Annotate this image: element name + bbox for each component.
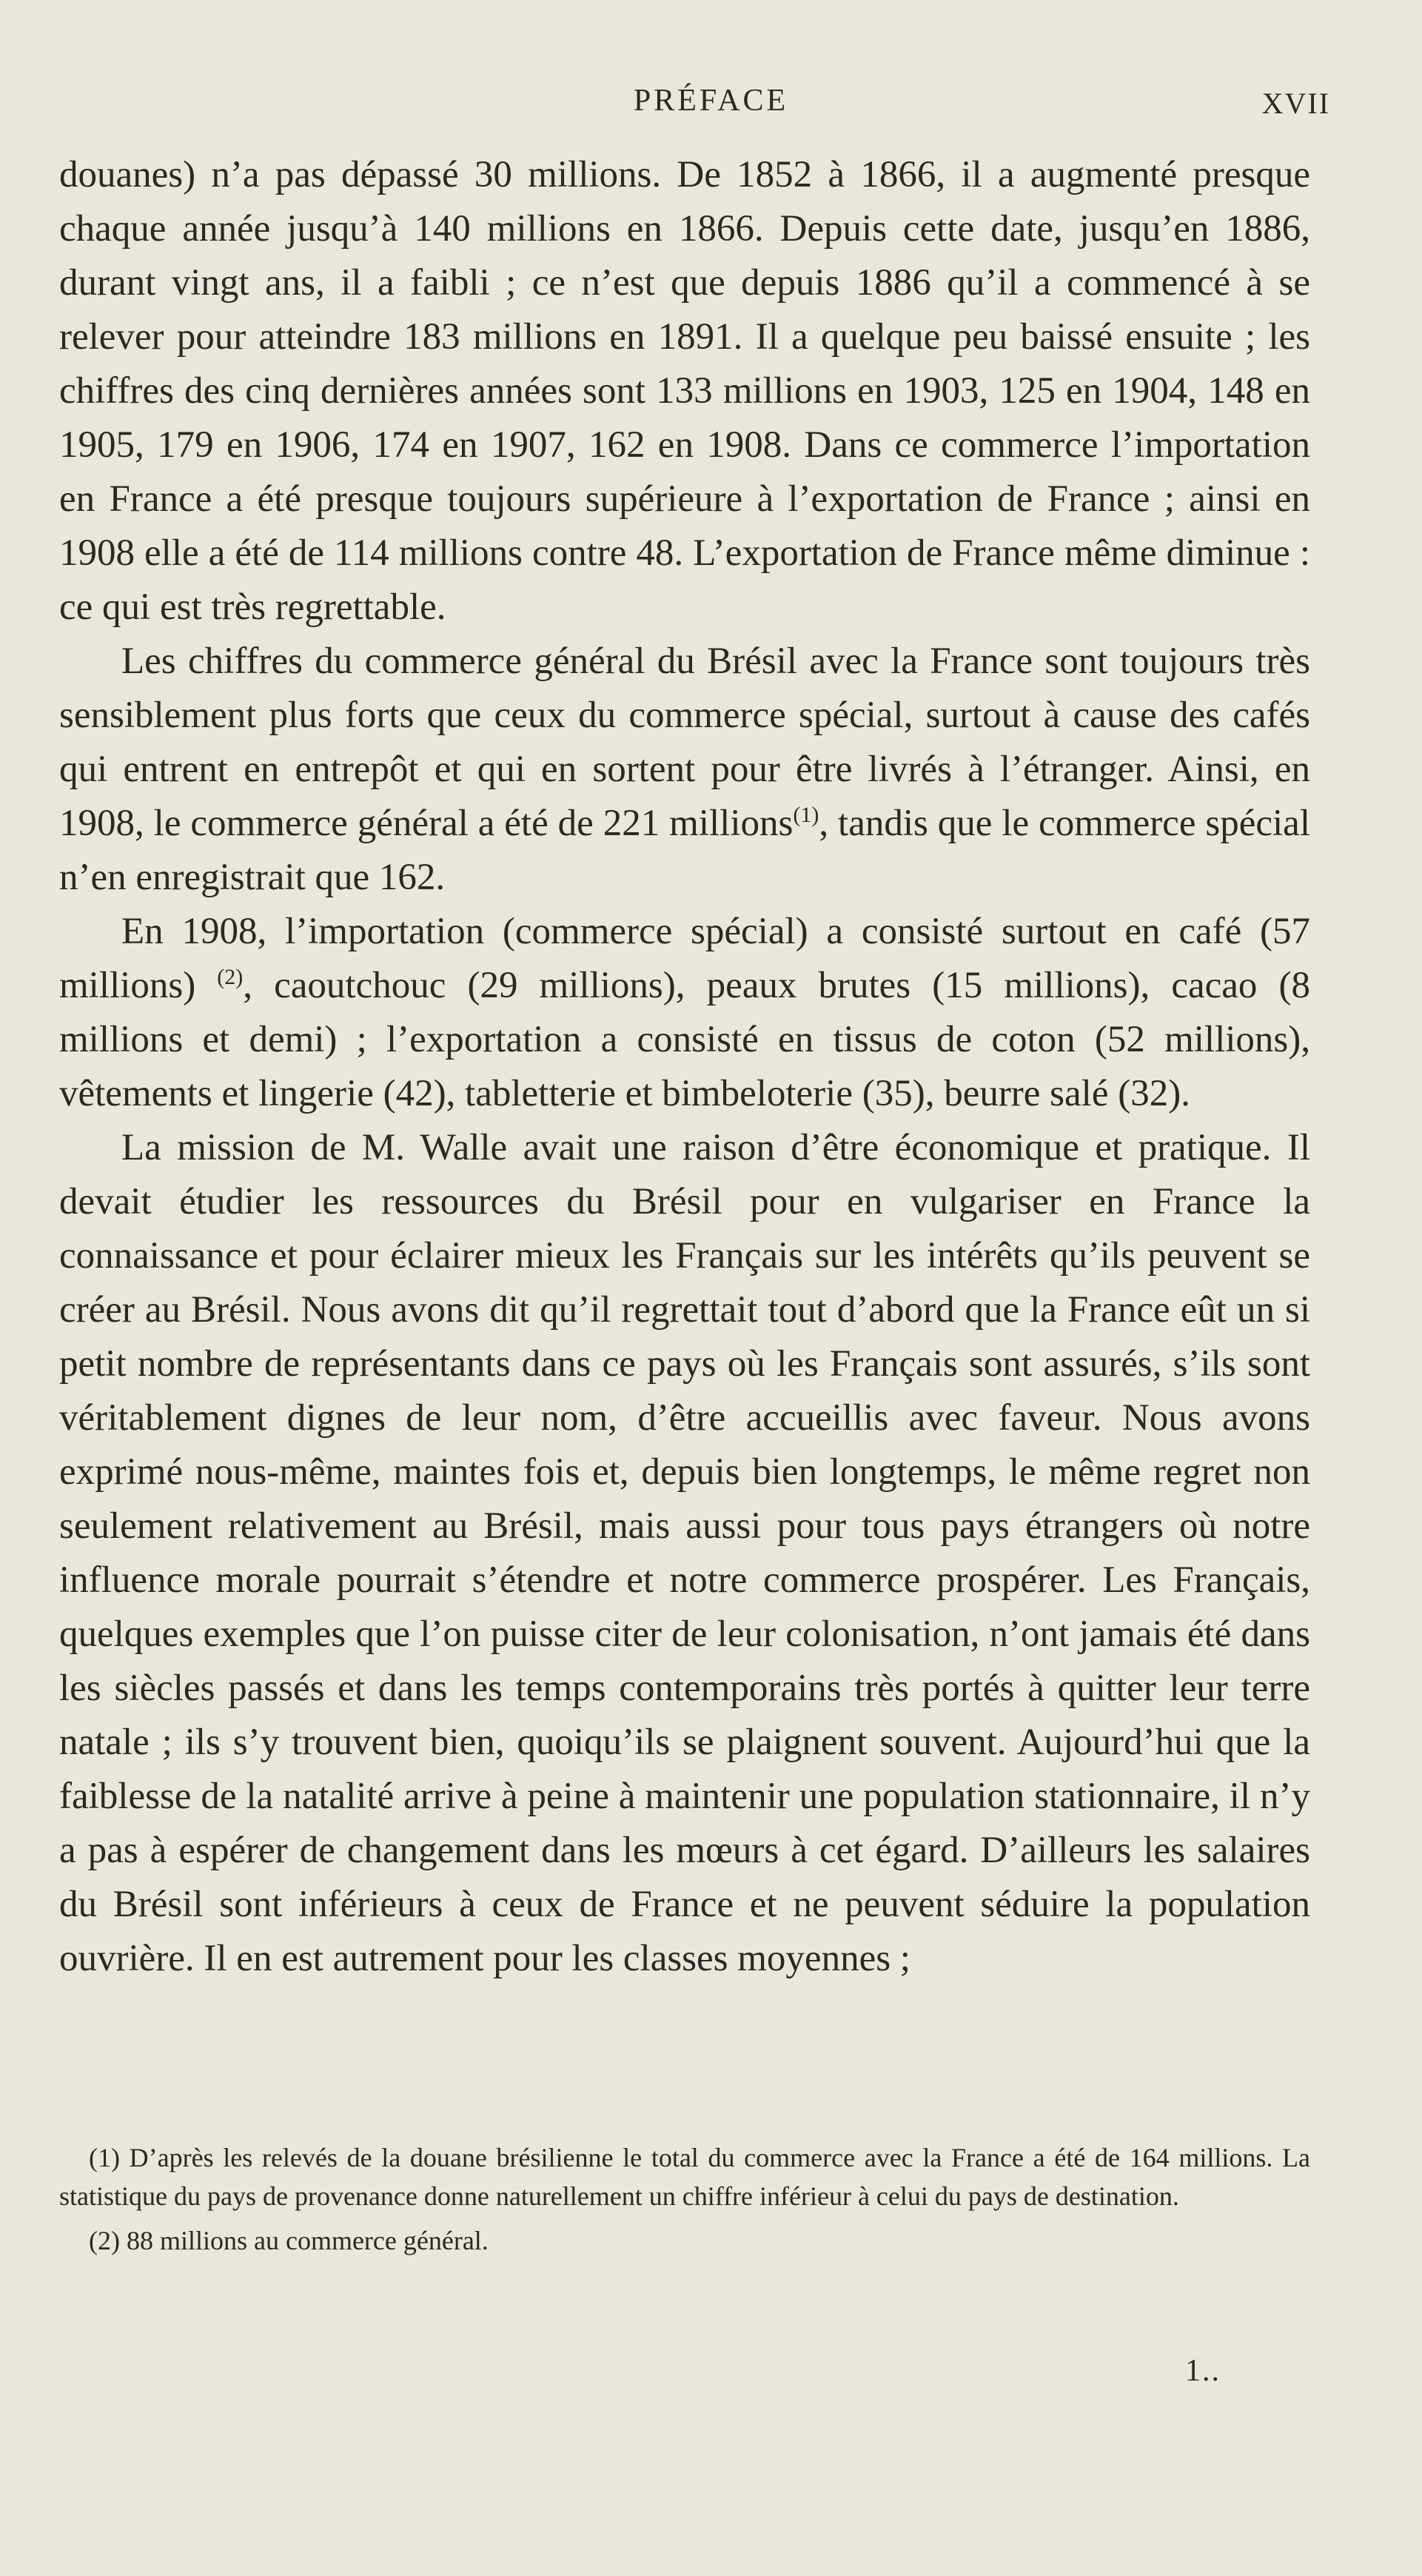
body-text xyxy=(59,148,1310,1986)
footnote-reference: (2) xyxy=(217,965,244,989)
footnote: (2) 88 millions au commerce général. xyxy=(89,2226,489,2255)
paragraph xyxy=(59,1121,1310,1986)
paragraph xyxy=(59,635,1310,905)
signature-mark: 1.. xyxy=(1185,2354,1221,2388)
running-head-title: PRÉFACE xyxy=(633,84,789,118)
paragraph xyxy=(59,905,1310,1121)
paragraph-text: douanes) n’a pas dépassé 30 millions. De 1852 à 1866, il a augmenté presque chaque année jusqu’à 140 millions en 1866. Depuis cette date, jusqu’en 1886, durant vingt ans, il a faibli ; ce n’est que depuis 1886 qu’il a commencé à se relever pour atteindre 183 millions en 1891. Il a quelque peu baissé ensuite ; les chiffres des cinq dernières années sont 133 millions en 1903, 125 en 1904, 148 en 1905, 179 en 1906, 174 en 1907, 162 en 1908. Dans ce commerce l’importation en France a été presque toujours supérieure à l’exportation de France ; ainsi en 1908 elle a été de 114 millions contre 48. L’exportation de France même diminue : ce qui est très regrettable. xyxy=(59,154,1310,628)
footnotes xyxy=(59,2138,1310,2266)
paragraph-text: En 1908, l’importation (commerce spécial) a consisté surtout en café (57 millions) xyxy=(59,911,1310,1006)
paragraph-text: , caoutchouc (29 millions), peaux brutes (15 millions), cacao (8 millions et demi) ; l’exportation a consisté en tissus de coton (52 millions), vêtements et lingerie (42), tabletterie et bimbeloterie (35), beurre salé (32). xyxy=(59,965,1310,1114)
footnote-reference: (1) xyxy=(793,803,819,827)
paragraph-text: Les chiffres du commerce général du Brésil avec la France sont toujours très sensiblement plus forts que ceux du commerce spécial, surtout à cause des cafés qui entrent en entrepôt et qui en sortent pour être livrés à l’étranger. Ainsi, en 1908, le commerce général a été de 221 millions xyxy=(59,640,1310,844)
page-number: XVII xyxy=(1261,87,1330,120)
footnote: (1) D’après les relevés de la douane brésilienne le total du commerce avec la France a été de 164 millions. La statistique du pays de provenance donne naturellement un chiffre inférieur à celui du pays de destination. xyxy=(59,2143,1310,2211)
paragraph xyxy=(59,148,1310,635)
running-head xyxy=(0,83,1422,127)
paragraph-text: , tandis que le commerce spécial n’en enregistrait que 162. xyxy=(59,803,1310,898)
paragraph-text: La mission de M. Walle avait une raison d’être économique et pratique. Il devait étudier les ressources du Brésil pour en vulgariser en France la connaissance et pour éclairer mieux les Français sur les intérêts qu’ils peuvent se créer au Brésil. Nous avons dit qu’il regrettait tout d’abord que la France eût un si petit nombre de représentants dans ce pays où les Français sont assurés, s’ils sont véritablement dignes de leur nom, d’être accueillis avec faveur. Nous avons exprimé nous-même, maintes fois et, depuis bien longtemps, le même regret non seulement relativement au Brésil, mais aussi pour tous pays étrangers où notre influence morale pourrait s’étendre et notre commerce prospérer. Les Français, quelques exemples que l’on puisse citer de leur colonisation, n’ont jamais été dans les siècles passés et dans les temps contemporains très portés à quitter leur terre natale ; ils s’y trouvent bien, quoiqu’ils se plaignent souvent. Aujourd’hui que la faiblesse de la natalité arrive à peine à maintenir une population stationnaire, il n’y a pas à espérer de changement dans les mœurs à cet égard. D’ailleurs les salaires du Brésil sont inférieurs à ceux de France et ne peuvent séduire la population ouvrière. Il en est autrement pour les classes moyennes ; xyxy=(59,1127,1310,1979)
